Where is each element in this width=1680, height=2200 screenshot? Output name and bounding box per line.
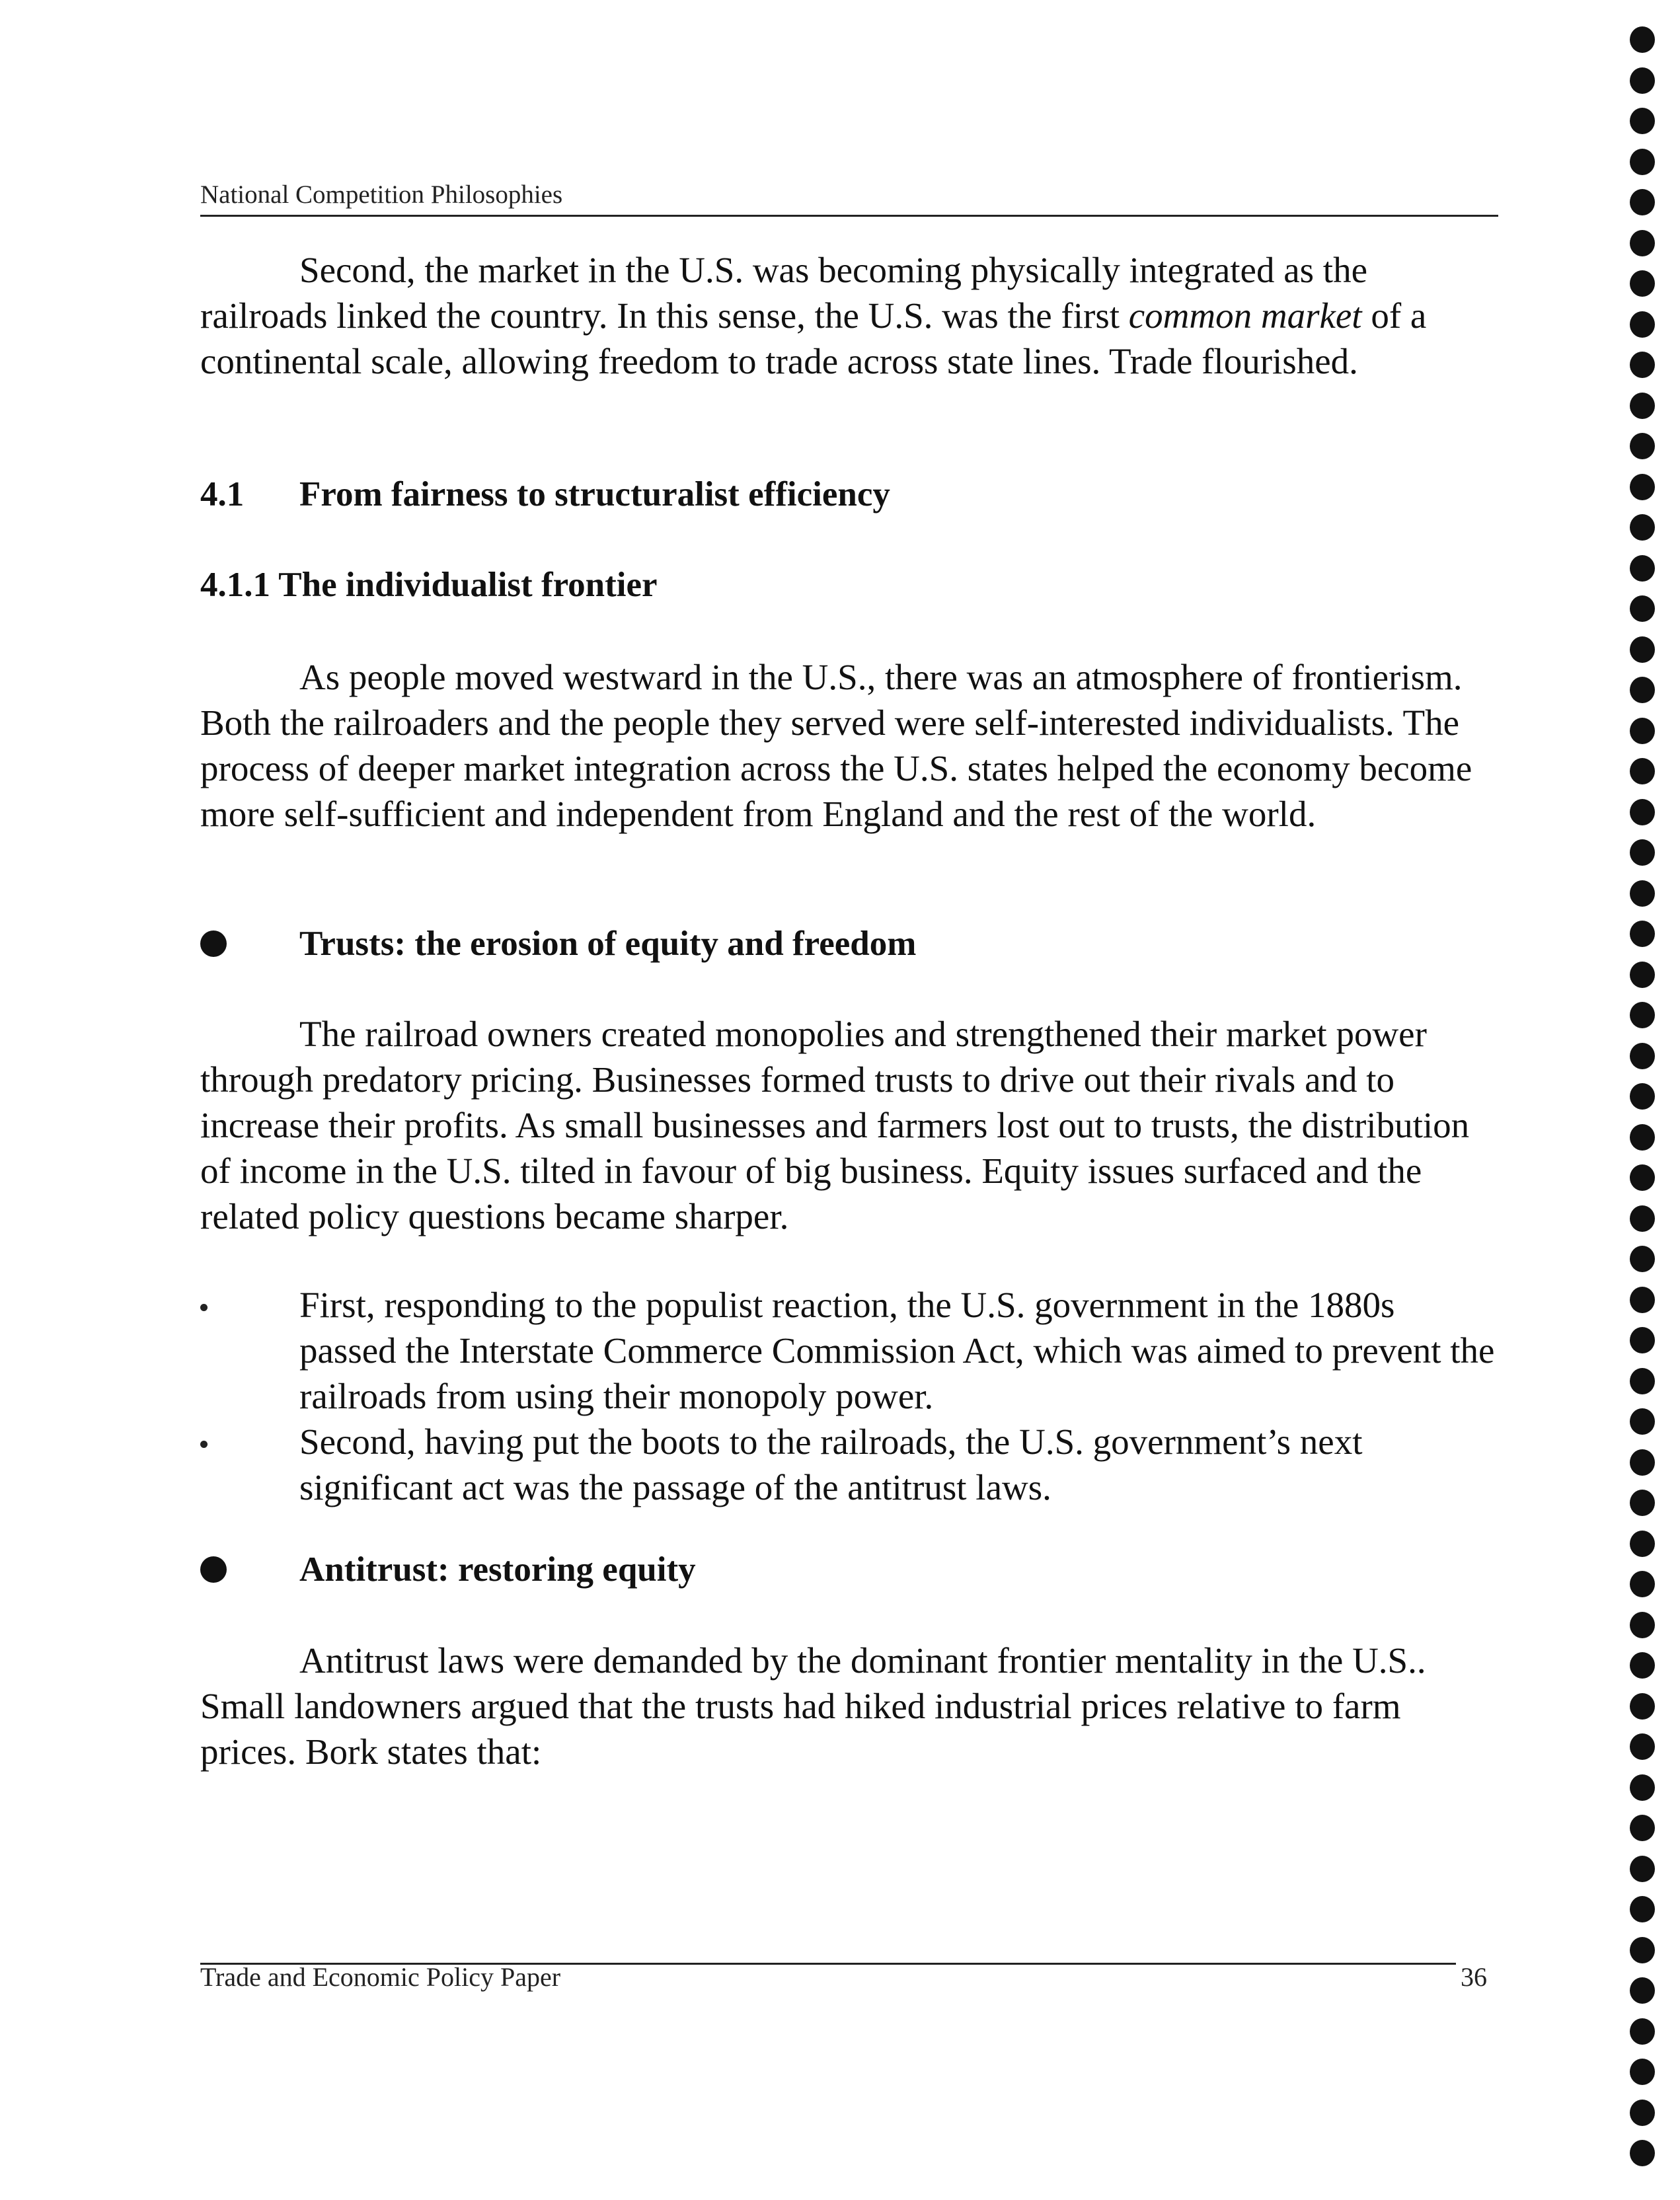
binding-hole-icon	[1630, 921, 1655, 947]
intro-text-before: Second, the market in the U.S. was becoming physically integrated as the railroads linked the country. In this sense, the U.S. was the first	[200, 250, 1367, 336]
intro-text-after: of a continental scale, allowing freedom to trade across state lines. Trade flourished.	[200, 295, 1427, 381]
antitrust-heading-text: Antitrust: restoring equity	[299, 1550, 696, 1589]
binding-hole-icon	[1630, 1368, 1655, 1394]
binding-hole-icon	[1630, 1856, 1655, 1882]
binding-hole-icon	[1630, 2059, 1655, 2085]
binding-hole-icon	[1630, 2100, 1655, 2126]
binding-hole-icon	[1630, 839, 1655, 866]
binding-hole-icon	[1630, 758, 1655, 784]
small-bullet-icon	[200, 1304, 208, 1311]
binding-hole-icon	[1630, 636, 1655, 663]
binding-hole-icon	[1630, 799, 1655, 825]
binding-hole-icon	[1630, 718, 1655, 744]
section-heading	[200, 474, 890, 514]
binding-hole-icon	[1630, 1083, 1655, 1110]
binding-hole-icon	[1630, 1164, 1655, 1191]
binding-hole-icon	[1630, 1327, 1655, 1353]
header-rule	[200, 215, 1498, 217]
binding-hole-icon	[1630, 352, 1655, 378]
binding-hole-icon	[1630, 474, 1655, 500]
binding-hole-icon	[1630, 189, 1655, 215]
binding-hole-icon	[1630, 1612, 1655, 1638]
binding-hole-icon	[1630, 1652, 1655, 1679]
binding-hole-icon	[1630, 230, 1655, 256]
binding-hole-icon	[1630, 1002, 1655, 1028]
page-number: 36	[1461, 1962, 1487, 1992]
binding-hole-icon	[1630, 1408, 1655, 1435]
binding-hole-icon	[1630, 67, 1655, 94]
section-number: 4.1	[200, 475, 245, 513]
binding-hole-icon	[1630, 514, 1655, 541]
binding-hole-icon	[1630, 1774, 1655, 1801]
binding-hole-icon	[1630, 433, 1655, 459]
binding-hole-icon	[1630, 1490, 1655, 1516]
bullet-dot-icon	[200, 930, 227, 957]
subsection-heading: 4.1.1 The individualist frontier	[200, 566, 658, 604]
frontier-text: As people moved westward in the U.S., there was an atmosphere of frontierism. Both the railroaders and the people they served were self-interested individualists. The process of deeper market integration across the U.S. states helped the economy become more self-sufficient and independent from England and the rest of the world.	[200, 657, 1472, 834]
trusts-list	[200, 1282, 1496, 1510]
binding-hole-icon	[1630, 1531, 1655, 1557]
binding-hole-icon	[1630, 555, 1655, 582]
intro-emphasis: common market	[1128, 295, 1362, 336]
binding-hole-icon	[1630, 149, 1655, 175]
binding-hole-icon	[1630, 2140, 1655, 2166]
binding-hole-icon	[1630, 962, 1655, 988]
binding-hole-icon	[1630, 1733, 1655, 1760]
binding-hole-icon	[1630, 1043, 1655, 1069]
binding-hole-icon	[1630, 108, 1655, 134]
binding-hole-icon	[1630, 1287, 1655, 1313]
binding-hole-icon	[1630, 595, 1655, 622]
trusts-text: The railroad owners created monopolies and strengthened their market power through predatory pricing. Businesses formed trusts to drive out their rivals and to increase their profits. As small businesses and farmers lost out to trusts, the distribution of income in the U.S. tilted in favour of big business. Equity issues surfaced and the related policy questions became sharper.	[200, 1014, 1470, 1236]
running-header: National Competition Philosophies	[200, 180, 563, 209]
antitrust-paragraph	[200, 1638, 1496, 1774]
binding-hole-icon	[1630, 1205, 1655, 1232]
binding-hole-icon	[1630, 26, 1655, 53]
binding-hole-icon	[1630, 677, 1655, 703]
intro-paragraph	[200, 247, 1496, 384]
binding-hole-icon	[1630, 393, 1655, 419]
small-bullet-icon	[200, 1441, 208, 1448]
bullet-dot-icon	[200, 1556, 227, 1583]
binding-hole-icon	[1630, 1246, 1655, 1272]
binding-hole-icon	[1630, 880, 1655, 907]
binding-hole-icon	[1630, 1937, 1655, 1963]
binding-hole-icon	[1630, 1124, 1655, 1151]
binding-hole-icon	[1630, 1693, 1655, 1720]
antitrust-text: Antitrust laws were demanded by the dominant frontier mentality in the U.S.. Small landowners argued that the trusts had hiked industrial prices relative to farm prices. Bork states that:	[200, 1640, 1426, 1772]
binding-hole-icon	[1630, 1896, 1655, 1922]
binding-hole-icon	[1630, 311, 1655, 338]
binding-hole-icon	[1630, 2018, 1655, 2045]
list-item: Second, having put the boots to the railroads, the U.S. government’s next significant act was the passage of the antitrust laws.	[200, 1419, 1496, 1510]
binding-hole-icon	[1630, 1977, 1655, 2004]
trusts-heading-text: Trusts: the erosion of equity and freedom	[299, 925, 917, 963]
binding-hole-icon	[1630, 270, 1655, 297]
running-footer: Trade and Economic Policy Paper	[200, 1962, 561, 1992]
binding-hole-icon	[1630, 1571, 1655, 1597]
section-title: From fairness to structuralist efficiency	[299, 475, 890, 513]
frontier-paragraph	[200, 654, 1496, 837]
binding-hole-icon	[1630, 1449, 1655, 1476]
list-item: First, responding to the populist reaction, the U.S. government in the 1880s passed the Interstate Commerce Commission Act, which was aimed to prevent the railroads from using their monopoly power.	[200, 1282, 1496, 1419]
binding-hole-icon	[1630, 1815, 1655, 1841]
trusts-paragraph	[200, 1011, 1496, 1239]
